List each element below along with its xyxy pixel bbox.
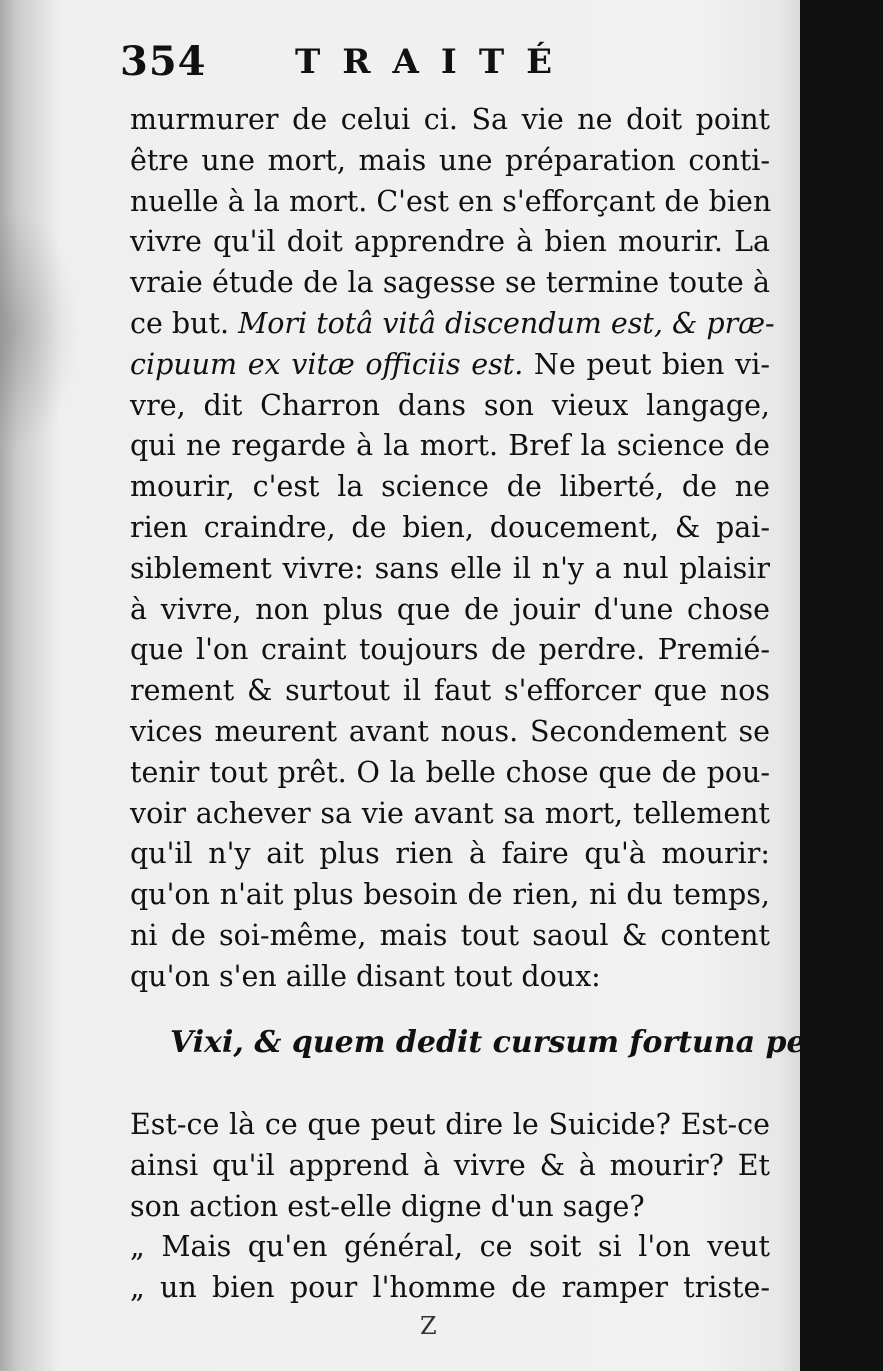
text-line [130, 100, 770, 141]
italic-segment: cipuum ex vitæ officiis est. [130, 347, 524, 381]
text-line [130, 753, 770, 794]
text-segment: nuelle à la mort. C'est en s'efforçant de bien [130, 184, 772, 218]
text-line [130, 916, 770, 957]
text-line [130, 712, 770, 753]
text-line [130, 630, 770, 671]
text-segment: vre, dit Charron dans son vieux langage, [130, 388, 770, 422]
text-segment: ni de soi-même, mais tout saoul & content [130, 918, 770, 952]
text-segment: que l'on craint toujours de perdre. Premié- [130, 633, 770, 667]
text-line [130, 467, 770, 508]
text-segment: vivre qu'il doit apprendre à bien mourir. La [130, 225, 770, 259]
signature-mark: Z [420, 1312, 437, 1340]
text-segment: vices meurent avant nous. Secondement se [130, 714, 770, 748]
text-segment: vraie étude de la sagesse se termine toute à [130, 266, 770, 300]
text-line [130, 794, 770, 835]
text-line [130, 345, 770, 386]
text-line [130, 426, 770, 467]
gutter-shadow [0, 0, 60, 1371]
text-segment: voir achever sa vie avant sa mort, tellement [130, 796, 770, 830]
text-line [130, 263, 770, 304]
page-header [120, 38, 780, 98]
text-line [130, 549, 770, 590]
italic-segment: Mori totâ vitâ discendum est, & præ- [238, 306, 775, 340]
text-segment: rement & surtout il faut s'efforcer que nos [130, 674, 770, 708]
text-line [130, 304, 775, 345]
text-segment: être une mort, mais une préparation conti- [130, 143, 770, 177]
text-line: „ Mais qu'en général, ce soit si l'on veut [130, 1230, 770, 1264]
text-line [130, 222, 770, 263]
text-segment: qui ne regarde à la mort. Bref la science de [130, 429, 770, 463]
text-line: son action est-elle digne d'un sage? [130, 1189, 645, 1223]
show-through-stain [0, 210, 80, 450]
text-line [130, 141, 770, 182]
text-segment: rien craindre, de bien, doucement, & pai- [130, 510, 770, 544]
running-title: TRAITÉ [295, 42, 575, 82]
text-line [130, 671, 770, 712]
latin-verse: Vixi, & quem dedit cursum fortuna peregi. [170, 1025, 883, 1060]
text-segment: qu'on s'en aille disant tout doux: [130, 959, 601, 993]
text-line: ainsi qu'il apprend à vivre & à mourir? Et [130, 1148, 770, 1182]
text-line [130, 386, 770, 427]
text-line [130, 834, 770, 875]
text-segment: à vivre, non plus que de jouir d'une chose [130, 592, 770, 626]
text-segment: qu'il n'y ait plus rien à faire qu'à mourir: [130, 837, 770, 871]
text-line [130, 182, 770, 223]
page-number: 354 [120, 38, 207, 85]
text-segment: mourir, c'est la science de liberté, de ne [130, 470, 770, 504]
paragraph-main [130, 100, 775, 998]
text-segment: tenir tout prêt. O la belle chose que de pou- [130, 755, 770, 789]
text-line [130, 875, 770, 916]
text-line: „ un bien pour l'homme de ramper triste- [130, 1271, 770, 1305]
text-segment: qu'on n'ait plus besoin de rien, ni du temps, [130, 878, 770, 912]
text-line [130, 590, 770, 631]
text-line [130, 957, 770, 998]
text-line [130, 508, 770, 549]
text-line: Est-ce là ce que peut dire le Suicide? Est-ce [130, 1108, 770, 1141]
text-segment: murmurer de celui ci. Sa vie ne doit point [130, 103, 770, 136]
text-segment: ce but. [130, 306, 239, 340]
paragraph-second [130, 1105, 770, 1309]
text-segment: Ne peut bien vi- [523, 347, 770, 381]
text-segment: siblement vivre: sans elle il n'y a nul plaisir [130, 551, 770, 585]
